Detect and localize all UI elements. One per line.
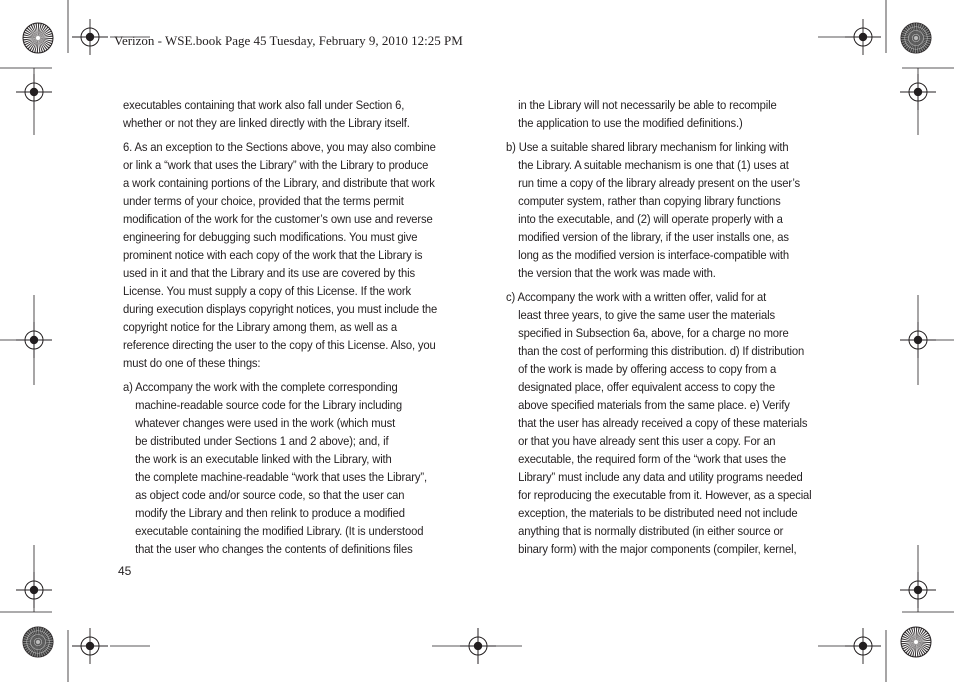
- text-line: the complete machine-readable “work that uses the Library”,: [135, 470, 427, 484]
- text-line: modified version of the library, if the user installs one, as: [518, 230, 789, 244]
- text-line: specified in Subsection 6a, above, for a charge no more: [518, 326, 789, 340]
- text-line: than the cost of performing this distribution. d) If distribution: [518, 344, 805, 358]
- text-line: anything that is normally distributed (in either source or: [518, 524, 784, 538]
- text-line: 6. As an exception to the Sections above, you may also combine: [123, 140, 436, 154]
- text-line: used in it and that the Library and its use are covered by this: [123, 266, 415, 280]
- text-line: binary form) with the major components (compiler, kernel,: [518, 542, 797, 556]
- text-line: executable containing the modified Library. (It is understood: [135, 524, 424, 538]
- text-line: copyright notice for the Library among them, as well as a: [123, 320, 398, 334]
- registration-target-icon: [72, 628, 108, 664]
- color-wheel-icon: [23, 627, 53, 657]
- text-line: prominent notice with each copy of the work that the Library is: [123, 248, 423, 262]
- list-item-c: [506, 288, 841, 558]
- text-line: executable, the required form of the “work that uses the: [518, 452, 786, 466]
- text-line: be distributed under Sections 1 and 2 above); and, if: [135, 434, 389, 448]
- text-line: in the Library will not necessarily be able to recompile: [518, 98, 777, 112]
- list-item-a: [123, 378, 463, 558]
- text-line: machine-readable source code for the Library including: [135, 398, 403, 412]
- text-line: engineering for debugging such modifications. You must give: [123, 230, 418, 244]
- text-line: Library” must include any data and utility programs needed: [518, 470, 803, 484]
- text-line: above specified materials from the same place. e) Verify: [518, 398, 790, 412]
- list-item-a-continuation: [506, 96, 841, 132]
- text-line: or link a “work that uses the Library” with the Library to produce: [123, 158, 429, 172]
- paragraph-section-6: [123, 138, 463, 372]
- text-line: c) Accompany the work with a written offer, valid for at: [506, 290, 767, 304]
- text-line: a) Accompany the work with the complete corresponding: [123, 380, 398, 394]
- text-line: executables containing that work also fall under Section 6,: [123, 98, 405, 112]
- text-line: long as the modified version is interface-compatible with: [518, 248, 789, 262]
- text-line: the application to use the modified definitions.): [518, 116, 743, 130]
- text-line: under terms of your choice, provided that the terms permit: [123, 194, 404, 208]
- left-column: [123, 96, 463, 564]
- paragraph-continuation: [123, 96, 463, 132]
- text-line: computer system, rather than copying library functions: [518, 194, 781, 208]
- text-line: the version that the work was made with.: [518, 266, 716, 280]
- text-line: exception, the materials to be distributed need not include: [518, 506, 798, 520]
- text-line: of the work is made by offering access to copy from a: [518, 362, 777, 376]
- text-line: as object code and/or source code, so that the user can: [135, 488, 405, 502]
- text-line: designated place, offer equivalent access to copy the: [518, 380, 775, 394]
- right-column: [506, 96, 841, 564]
- text-line: must do one of these things:: [123, 356, 261, 370]
- text-line: b) Use a suitable shared library mechanism for linking with: [506, 140, 789, 154]
- text-line: whether or not they are linked directly with the Library itself.: [123, 116, 410, 130]
- text-line: modify the Library and then relink to produce a modified: [135, 506, 405, 520]
- text-line: during execution displays copyright notices, you must include the: [123, 302, 438, 316]
- text-line: that the user who changes the contents of definitions files: [135, 542, 413, 556]
- registration-target-icon: [845, 628, 881, 664]
- text-line: whatever changes were used in the work (which must: [135, 416, 396, 430]
- text-line: modification of the work for the customer’s own use and reverse: [123, 212, 433, 226]
- text-line: for reproducing the executable from it. However, as a special: [518, 488, 812, 502]
- text-line: the Library. A suitable mechanism is one that (1) uses at: [518, 158, 789, 172]
- text-line: the work is an executable linked with the Library, with: [135, 452, 392, 466]
- text-line: License. You must supply a copy of this License. If the work: [123, 284, 411, 298]
- text-line: that the user has already received a copy of these materials: [518, 416, 808, 430]
- print-header: Verizon - WSE.book Page 45 Tuesday, February 9, 2010 12:25 PM: [114, 33, 463, 48]
- text-line: a work containing portions of the Library, and distribute that work: [123, 176, 435, 190]
- text-line: or that you have already sent this user a copy. For an: [518, 434, 776, 448]
- text-line: run time a copy of the library already present on the user’s: [518, 176, 801, 190]
- registration-target-icon: [72, 19, 108, 55]
- list-item-b: [506, 138, 841, 282]
- registration-target-icon: [845, 19, 881, 55]
- color-wheel-icon: [901, 23, 931, 53]
- page-number: 45: [118, 564, 132, 578]
- text-line: into the executable, and (2) will operate properly with a: [518, 212, 783, 226]
- color-wheel-icon: [901, 627, 931, 657]
- text-line: reference directing the user to the copy of this License. Also, you: [123, 338, 436, 352]
- color-wheel-icon: [23, 23, 53, 53]
- text-line: least three years, to give the same user the materials: [518, 308, 776, 322]
